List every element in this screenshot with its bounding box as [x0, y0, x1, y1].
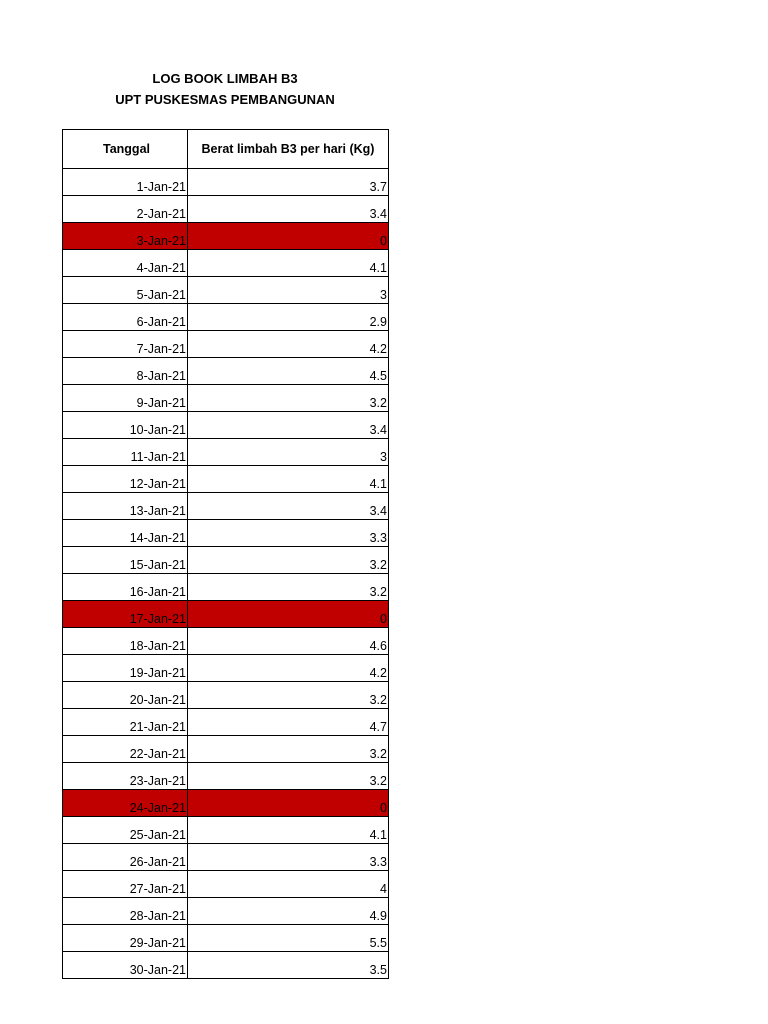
date-cell: 21-Jan-21: [63, 709, 188, 736]
date-cell: 25-Jan-21: [63, 817, 188, 844]
table-row: [63, 655, 389, 682]
table-row: [63, 223, 389, 250]
date-cell: 9-Jan-21: [63, 385, 188, 412]
weight-cell: 4.7: [188, 709, 389, 736]
header-weight: Berat limbah B3 per hari (Kg): [188, 130, 389, 169]
table-row: [63, 790, 389, 817]
weight-cell: 3.2: [188, 574, 389, 601]
date-cell: 4-Jan-21: [63, 250, 188, 277]
waste-log-table: [62, 129, 389, 979]
date-cell: 30-Jan-21: [63, 952, 188, 979]
date-cell: 19-Jan-21: [63, 655, 188, 682]
table-row: [63, 952, 389, 979]
table-row: [63, 466, 389, 493]
table-row: [63, 196, 389, 223]
weight-cell: 4.1: [188, 250, 389, 277]
weight-cell: 3.3: [188, 520, 389, 547]
table-row: [63, 277, 389, 304]
weight-cell: 3.2: [188, 385, 389, 412]
weight-cell: 2.9: [188, 304, 389, 331]
weight-cell: 4: [188, 871, 389, 898]
date-cell: 16-Jan-21: [63, 574, 188, 601]
weight-cell: 3.3: [188, 844, 389, 871]
date-cell: 8-Jan-21: [63, 358, 188, 385]
weight-cell: 3.2: [188, 763, 389, 790]
table-row: [63, 331, 389, 358]
date-cell: 12-Jan-21: [63, 466, 188, 493]
weight-cell: 4.9: [188, 898, 389, 925]
weight-cell: 0: [188, 790, 389, 817]
date-cell: 26-Jan-21: [63, 844, 188, 871]
date-cell: 1-Jan-21: [63, 169, 188, 196]
date-cell: 22-Jan-21: [63, 736, 188, 763]
date-cell: 24-Jan-21: [63, 790, 188, 817]
weight-cell: 4.5: [188, 358, 389, 385]
table-row: [63, 574, 389, 601]
date-cell: 29-Jan-21: [63, 925, 188, 952]
table-row: [63, 169, 389, 196]
table-row: [63, 520, 389, 547]
table-row: [63, 628, 389, 655]
table-row: [63, 709, 389, 736]
weight-cell: 3.2: [188, 682, 389, 709]
weight-cell: 3.7: [188, 169, 389, 196]
weight-cell: 3.4: [188, 196, 389, 223]
table-row: [63, 736, 389, 763]
weight-cell: 3: [188, 277, 389, 304]
document-title: LOG BOOK LIMBAH B3: [152, 71, 298, 86]
date-cell: 10-Jan-21: [63, 412, 188, 439]
weight-cell: 3.2: [188, 736, 389, 763]
weight-cell: 4.2: [188, 655, 389, 682]
date-cell: 6-Jan-21: [63, 304, 188, 331]
weight-cell: 5.5: [188, 925, 389, 952]
table-row: [63, 844, 389, 871]
date-cell: 17-Jan-21: [63, 601, 188, 628]
weight-cell: 4.2: [188, 331, 389, 358]
date-cell: 13-Jan-21: [63, 493, 188, 520]
table-row: [63, 385, 389, 412]
table-row: [63, 925, 389, 952]
table-row: [63, 682, 389, 709]
table-row: [63, 871, 389, 898]
weight-cell: 0: [188, 223, 389, 250]
date-cell: 23-Jan-21: [63, 763, 188, 790]
table-row: [63, 439, 389, 466]
date-cell: 18-Jan-21: [63, 628, 188, 655]
weight-cell: 3.5: [188, 952, 389, 979]
table-row: [63, 250, 389, 277]
date-cell: 3-Jan-21: [63, 223, 188, 250]
weight-cell: 3.2: [188, 547, 389, 574]
weight-cell: 3: [188, 439, 389, 466]
weight-cell: 4.1: [188, 817, 389, 844]
table-header: [63, 130, 389, 169]
header-row: [63, 130, 389, 169]
date-cell: 11-Jan-21: [63, 439, 188, 466]
date-cell: 28-Jan-21: [63, 898, 188, 925]
table-row: [63, 358, 389, 385]
date-cell: 2-Jan-21: [63, 196, 188, 223]
date-cell: 7-Jan-21: [63, 331, 188, 358]
weight-cell: 4.6: [188, 628, 389, 655]
date-cell: 14-Jan-21: [63, 520, 188, 547]
weight-cell: 0: [188, 601, 389, 628]
table-row: [63, 898, 389, 925]
table-row: [63, 493, 389, 520]
table-row: [63, 601, 389, 628]
date-cell: 5-Jan-21: [63, 277, 188, 304]
document-subtitle: UPT PUSKESMAS PEMBANGUNAN: [115, 92, 335, 107]
weight-cell: 4.1: [188, 466, 389, 493]
table-row: [63, 763, 389, 790]
date-cell: 15-Jan-21: [63, 547, 188, 574]
table-row: [63, 817, 389, 844]
table-row: [63, 304, 389, 331]
weight-cell: 3.4: [188, 493, 389, 520]
table-body: [63, 169, 389, 979]
table-row: [63, 412, 389, 439]
weight-cell: 3.4: [188, 412, 389, 439]
date-cell: 27-Jan-21: [63, 871, 188, 898]
header-date: Tanggal: [63, 130, 188, 169]
table-row: [63, 547, 389, 574]
date-cell: 20-Jan-21: [63, 682, 188, 709]
